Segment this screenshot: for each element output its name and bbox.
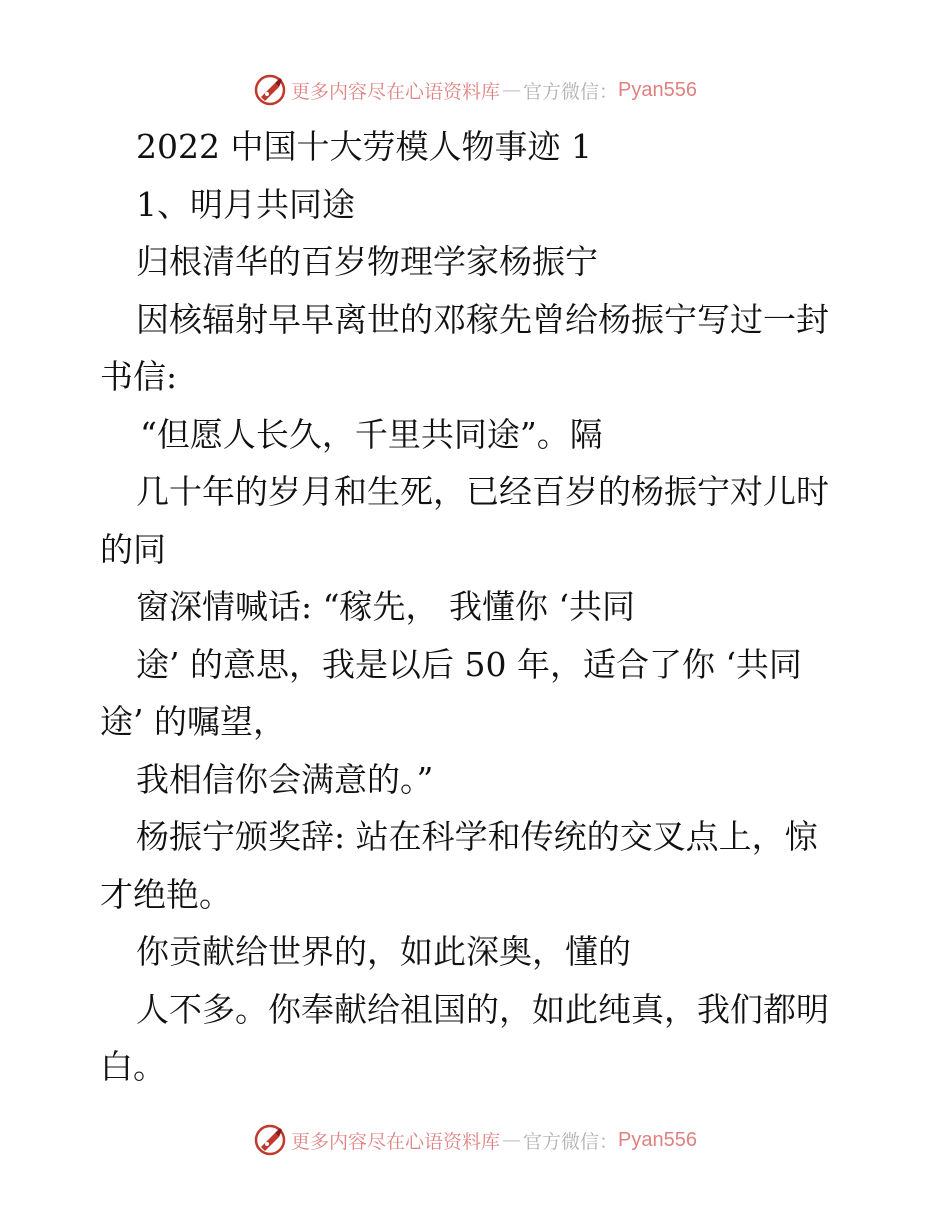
pen-nib-icon: [253, 1123, 287, 1157]
paragraph-line: 途’ 的意思，我是以后 50 年，适合了你 ‘共同: [136, 644, 802, 684]
banner-wechat-id: Pyan556: [618, 1128, 697, 1151]
paragraph-line: 才绝艳。: [100, 874, 232, 914]
paragraph-line: 书信:: [100, 357, 178, 396]
paragraph-line: 几十年的岁月和生死，已经百岁的杨振宁对儿时: [136, 472, 829, 511]
paragraph-line: 白。: [100, 1047, 166, 1086]
paragraph-line: 窗深情喊话: “稼先， 我懂你 ‘共同: [136, 587, 635, 626]
pen-nib-icon: [253, 73, 287, 107]
header-watermark-banner: [0, 70, 950, 110]
banner-wechat-id: Pyan556: [618, 78, 697, 101]
paragraph-line: 因核辐射早早离世的邓稼先曾给杨振宁写过一封: [136, 299, 829, 339]
paragraph-line: 途’ 的嘱望，: [100, 702, 286, 741]
paragraph-line: 你贡献给世界的，如此深奥，懂的: [136, 932, 631, 971]
banner-wechat-label: 官方微信：: [523, 1130, 619, 1153]
banner-separator: —: [502, 1129, 522, 1151]
paragraph-line: 杨振宁颁奖辞: 站在科学和传统的交叉点上，惊: [136, 817, 818, 856]
banner-site-text: 更多内容尽在心语资料库: [291, 80, 501, 103]
paragraph-line: 人不多。你奉献给祖国的，如此纯真，我们都明: [136, 989, 829, 1029]
banner-separator: —: [502, 79, 522, 101]
paragraph-line: “但愿人长久，千里共同途”。隔: [140, 414, 603, 454]
paragraph-line: 的同: [100, 529, 166, 569]
doc-title: 2022 中国十大劳模人物事迹 1: [136, 127, 592, 166]
paragraph-line: 我相信你会满意的。”: [136, 759, 434, 799]
banner-wechat-label: 官方微信：: [523, 80, 619, 103]
paragraph-line: 归根清华的百岁物理学家杨振宁: [136, 242, 598, 281]
banner-site-text: 更多内容尽在心语资料库: [291, 1130, 501, 1153]
section-heading: 1、明月共同途: [136, 184, 355, 224]
document-body: [100, 118, 860, 1096]
footer-watermark-banner: [0, 1120, 950, 1160]
